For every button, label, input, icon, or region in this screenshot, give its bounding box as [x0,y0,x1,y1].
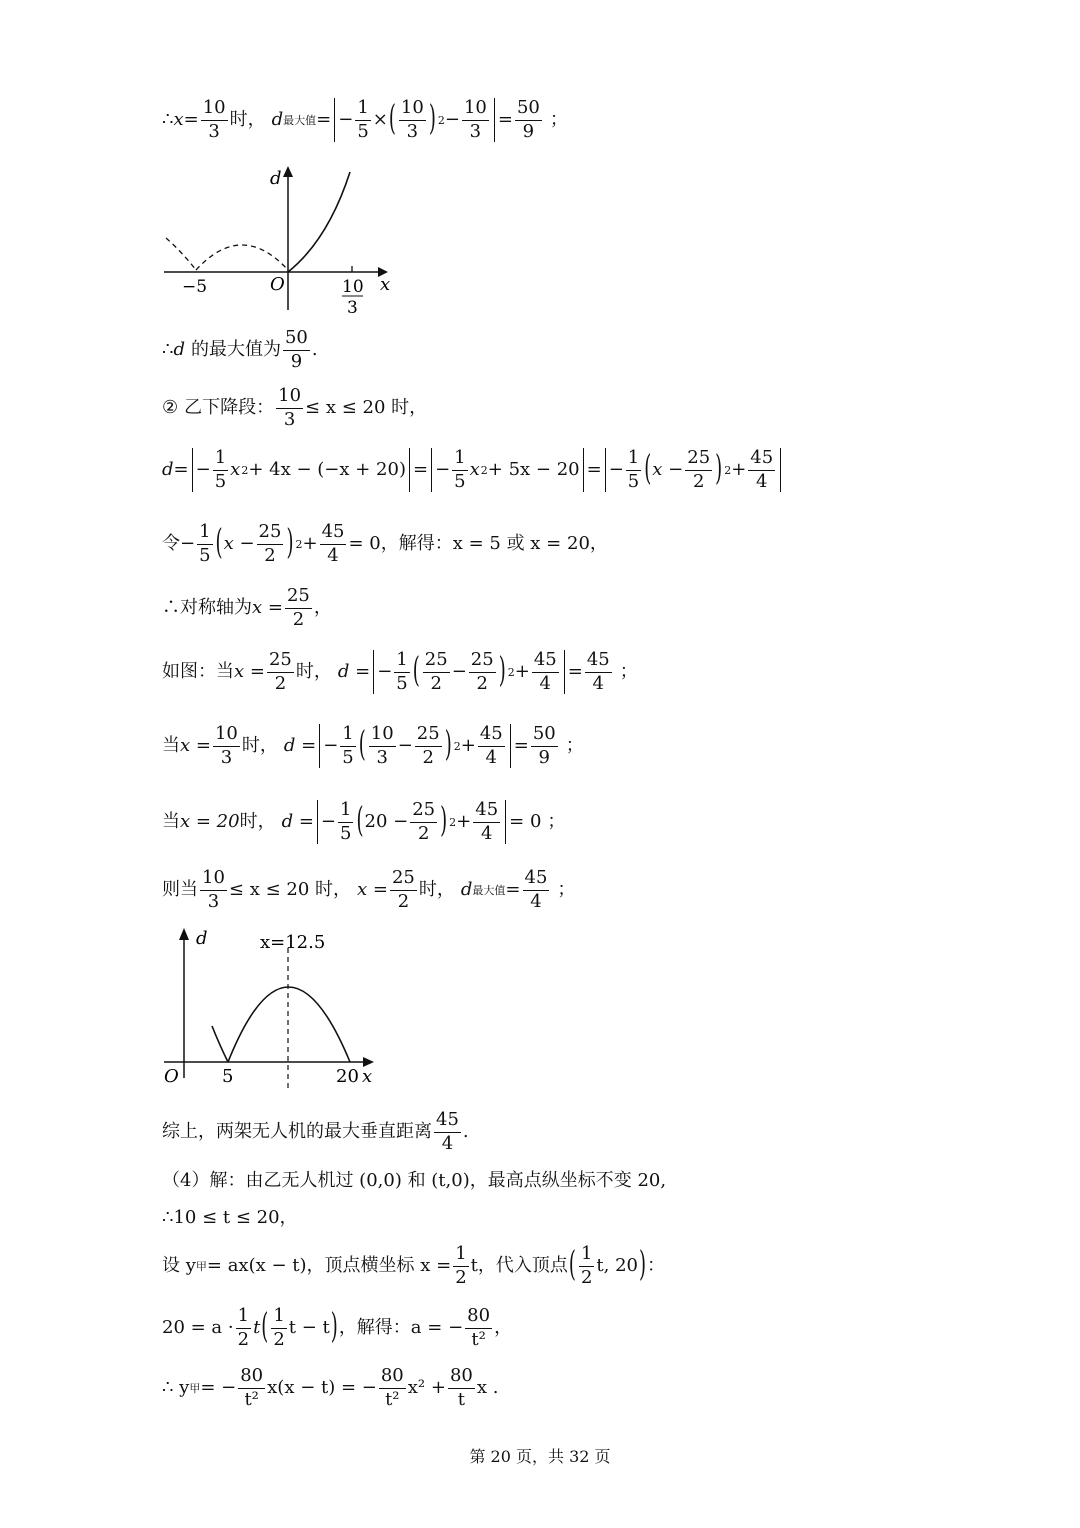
graph-d-parabola [160,922,400,1092]
tick-20: 20 [336,1066,359,1087]
y-axis-label: d [196,928,208,949]
line-part-4: （4）解：由乙无人机过 (0,0) 和 (t,0)，最高点纵坐标不变 20, [162,1170,667,1191]
vertical-line-label: x=12.5 [260,932,326,953]
absolute-value: − $\frac{1}{5}$ × ( $\frac{10}{3}$ ) 2 − $\frac{10}{3}$ [334,98,495,142]
line-max-d-result: ∴ d 的最大值为 $\frac{50}{9}$ . [162,327,318,372]
graph-d-rising [160,160,400,320]
line-max-in-range: 则当 $\frac{10}{3}$ ≤ x ≤ 20 时， x = $\frac{25}{2}$ 时， d 最大值 = $\frac{45}{4}$ ； [162,867,576,912]
line-descent-segment: ② 乙下降段： $\frac{10}{3}$ ≤ x ≤ 20 时， [162,385,428,430]
therefore-symbol: ∴ [162,109,174,131]
line-d-at-10-3: 当 x = $\frac{10}{3}$ 时， d = − $\frac{1}{5}$ ( $\frac{10}{3}$ − $\frac{25}{2}$ ) 2 + $\frac{45}{4}$ = $\frac{50}{9}$ ； [162,723,584,768]
page-footer: 第 20 页，共 32 页 [469,1447,611,1466]
line-conclusion: 综上，两架无人机的最大垂直距离 $\frac{45}{4}$ . [162,1109,469,1154]
line-d-expression: d = − $\frac{1}{5}$ x 2 + 4x − (−x + 20) = − $\frac{1}{5}$ x 2 + 5x − 20 = − $\frac{1}{5}$ ( x − $\frac{25}{2}$ ) 2 + $\frac{45}{4}$ [0,448,1080,492]
line-solve-roots: 令 − $\frac{1}{5}$ ( x − $\frac{25}{2}$ ) 2 + $\frac{45}{4}$ = 0，解得：x = 5 或 x = 20， [162,521,608,566]
origin-label: O [270,274,285,295]
line-solve-a: 20 = a · $\frac{1}{2}$ t ( $\frac{1}{2}$ t − t ) ，解得：a = − $\frac{80}{\text{t²}}$ ， [162,1305,513,1350]
line-d-at-20: 当 x = 20 时， d = − $\frac{1}{5}$ ( 20 − $\frac{25}{2}$ ) 2 + $\frac{45}{4}$ = 0 ； [162,799,566,844]
origin-label: O [164,1066,179,1087]
line-d-at-12-5: 如图：当 x = $\frac{25}{2}$ 时， d = − $\frac{1}{5}$ ( $\frac{25}{2}$ − $\frac{25}{2}$ ) 2 + $\frac{45}{4}$ = $\frac{45}{4}$ ； [162,649,638,694]
line-axis-of-symmetry: ∴对称轴为 x = $\frac{25}{2}$ ， [162,585,332,630]
y-axis-label: d [270,168,282,189]
line-set-y-jia: 设 y 甲 = ax(x − t)，顶点横坐标 x = $\frac{1}{2}$ t，代入顶点 ( $\frac{1}{2}$ t, 20 ) ： [162,1243,666,1288]
tick-5: 5 [222,1066,234,1087]
line-max-d-at-10-3: ∴ x = $\frac{10}{3}$ 时， d 最大值 = − $\frac{1}{5}$ × ( $\frac{10}{3}$ ) 2 − $\frac{10}{3}$ = $\frac{50}{9}$ ； [162,97,568,142]
x-axis-label: x [362,1066,373,1087]
line-t-range: ∴10 ≤ t ≤ 20， [162,1207,298,1228]
tick-10-3-num: 10 [342,277,364,297]
line-y-jia-result: ∴ y 甲 = − $\frac{80}{\text{t²}}$ x(x − t) = − $\frac{80}{\text{t²}}$ x² + $\frac{80}{t}$ x . [162,1365,499,1410]
tick-neg5: −5 [182,277,208,297]
tick-10-3-den: 3 [347,298,358,318]
x-axis-label: x [380,274,391,295]
fraction: $\frac{10}{3}$ [202,97,226,142]
